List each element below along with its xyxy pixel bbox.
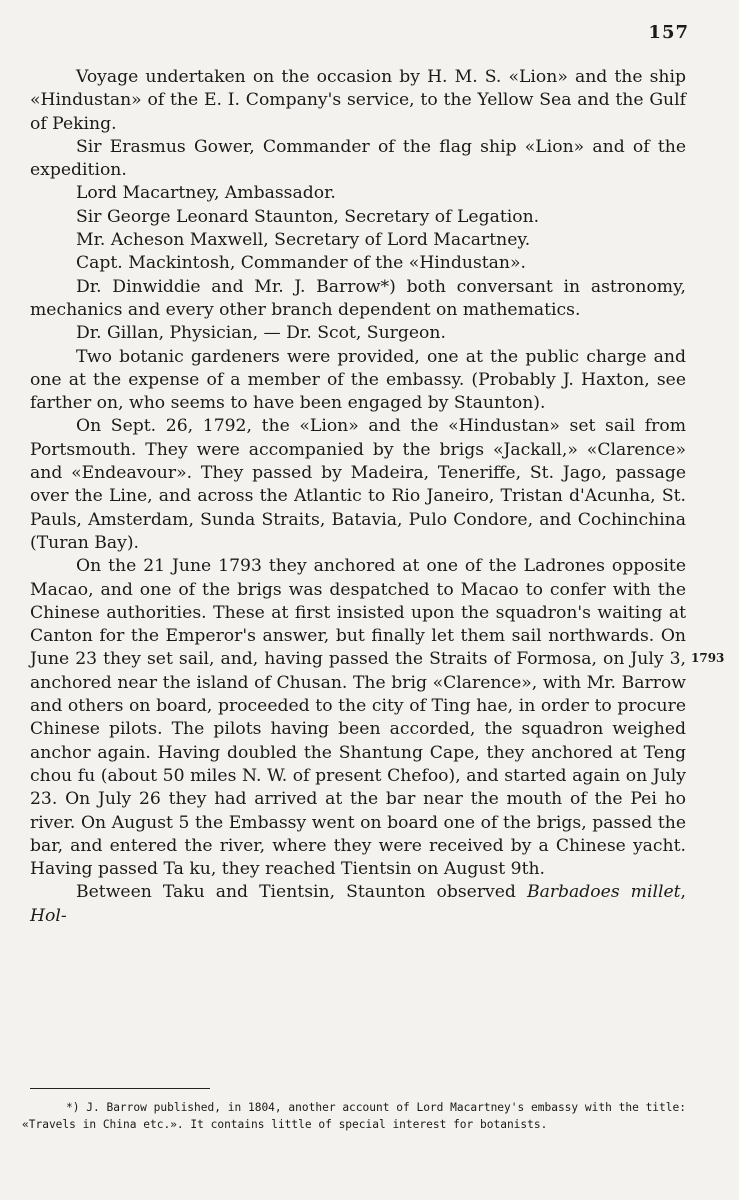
paragraph-mackintosh: Capt. Mackintosh, Commander of the «Hindustan». [76, 253, 526, 274]
hol-term: Hol- [30, 905, 67, 926]
paragraph-voyage: Voyage undertaken on the occasion by H. M. S. «Lion» and the ship «Hindustan» of the E. I. Company's service, to the Yellow Sea and the Gulf of Peking. [30, 67, 686, 134]
paragraph-gower: Sir Erasmus Gower, Commander of the flag ship «Lion» and of the expedition. [30, 136, 686, 181]
paragraph-june-1793: On the 21 June 1793 they anchored at one of the Ladrones opposite Macao, and one of the brigs was despatched to Macao to confer with the Chinese authorities. These at first insisted upon the squadron's waiting at Canton for the Emperor's answer, but finally let them sail northwards. On June 23 they set sail, and, having passed the Straits of Formosa, on July 3, anchored near the island of Chusan. The brig «Clarence», with Mr. Barrow and others on board, proceeded to the city of Ting hae, in order to procure Chinese pilots. The pilots having been accorded, the squadron weighed anchor again. Having doubled the Shantung Cape, they anchored at Teng chou fu (about 50 miles N. W. of present Chefoo), and started again on July 23. On July 26 they had arrived at the bar near the mouth of the Pei ho river. On August 5 the Embassy went on board one of the brigs, passed the bar, and entered the river, where they were received by a Chinese yacht. Having passed Ta ku, they reached Tientsin on August 9th. [30, 556, 686, 880]
page-number: 157 [648, 22, 689, 43]
footnote: *) J. Barrow published, in 1804, another account of Lord Macartney's embassy with the title: «Travels in China etc.». It contains little of special interest for botanists. [22, 1101, 686, 1131]
paragraph-staunton: Sir George Leonard Staunton, Secretary of Legation. [76, 206, 540, 227]
paragraph-sailing-1792: On Sept. 26, 1792, the «Lion» and the «Hindustan» set sail from Portsmouth. They were accompanied by the brigs «Jackall,» «Clarence» and «Endeavour». They passed by Madeira, Teneriffe, St. Jago, passage over the Line, and across the Atlantic to Rio Janeiro, Tristan d'Acunha, St. Pauls, Amsterdam, Sunda Straits, Batavia, Pulo Condore, and Cochinchina (Turan Bay). [30, 416, 686, 553]
paragraph-maxwell: Mr. Acheson Maxwell, Secretary of Lord Macartney. [76, 230, 531, 251]
margin-year-note: 1793 [691, 651, 725, 665]
paragraph-dinwiddie: Dr. Dinwiddie and Mr. J. Barrow*) both conversant in astronomy, mechanics and every other branch dependent on mathematics. [30, 276, 686, 320]
last-paragraph-lead: Between Taku and Tientsin, Staunton observed [76, 882, 527, 903]
paragraph-taku-tientsin [30, 881, 686, 928]
barbadoes-millet-term: Barbadoes millet [526, 882, 681, 903]
body-text [30, 66, 686, 928]
paragraph-gardeners: Two botanic gardeners were provided, one at the public charge and one at the expense of a member of the embassy. (Probably J. Haxton, see farther on, who seems to have been engaged by Staunton). [30, 346, 686, 414]
paragraph-macartney: Lord Macartney, Ambassador. [76, 183, 336, 204]
last-paragraph-sep: , [680, 882, 686, 903]
paragraph-gillan: Dr. Gillan, Physician, — Dr. Scot, Surgeon. [76, 323, 446, 344]
footnote-separator [30, 1088, 210, 1089]
